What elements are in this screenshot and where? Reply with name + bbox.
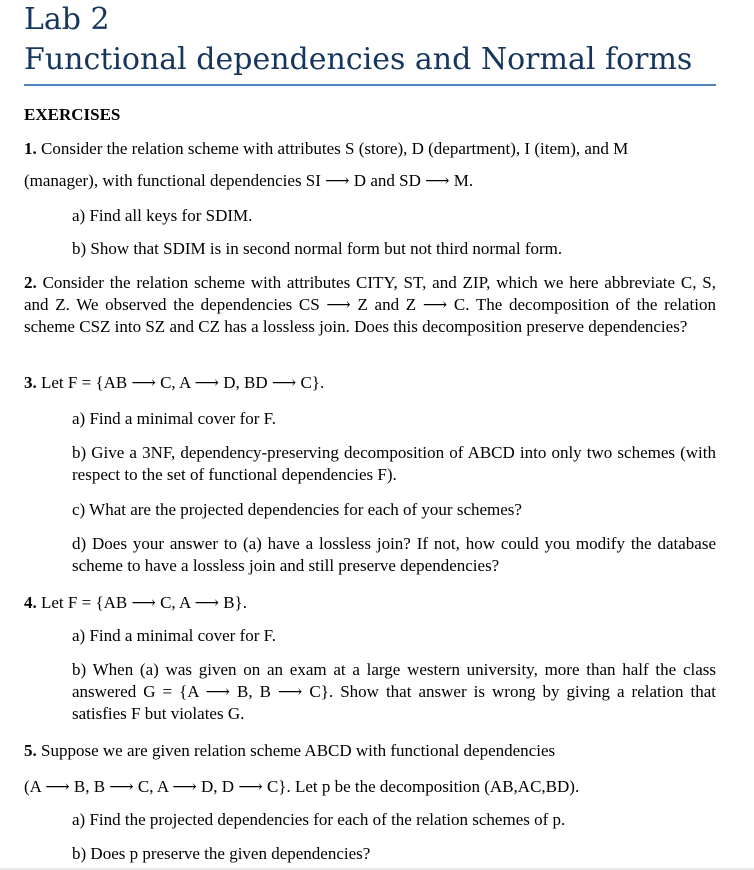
q5-text-line1: Suppose we are given relation scheme ABCD with functional dependencies xyxy=(41,741,556,760)
q4-text: Let F = {AB ⟶ C, A ⟶ B}. xyxy=(41,593,247,612)
q1-part-a: a) Find all keys for SDIM. xyxy=(72,206,253,225)
q3-part-c: c) What are the projected dependencies for each of your schemes? xyxy=(72,500,522,519)
doc-title-line2: Functional dependencies and Normal forms xyxy=(24,42,693,77)
q4-part-a: a) Find a minimal cover for F. xyxy=(72,626,277,645)
q5-part-a: a) Find the projected dependencies for each of the relation schemes of p. xyxy=(72,810,566,829)
q4-number: 4. xyxy=(24,593,37,612)
q3-part-a: a) Find a minimal cover for F. xyxy=(72,409,277,428)
q5-number: 5. xyxy=(24,741,37,760)
q4-line xyxy=(24,592,716,614)
q2-text: Consider the relation scheme with attributes CITY, ST, and ZIP, which we here abbreviate C, S, and Z. We observed the dependencies CS ⟶ Z and Z ⟶ C. The decomposition of the relation scheme CSZ into SZ and CZ has a lossless join. Does this decomposition preserve dependencies? xyxy=(24,273,717,336)
title-divider xyxy=(24,84,716,86)
q2-paragraph xyxy=(24,272,716,338)
q1-line2: (manager), with functional dependencies SI ⟶ D and SD ⟶ M. xyxy=(24,171,474,190)
q5-part-b: b) Does p preserve the given dependencies? xyxy=(72,844,371,863)
q1-number: 1. xyxy=(24,139,37,158)
q5-line1 xyxy=(24,740,716,762)
q2-number: 2. xyxy=(24,273,37,292)
doc-title-line1: Lab 2 xyxy=(24,2,110,37)
q1-line1 xyxy=(24,138,716,160)
q1-text-line1: Consider the relation scheme with attributes S (store), D (department), I (item), and M xyxy=(41,139,629,158)
q3-number: 3. xyxy=(24,373,37,392)
q3-text: Let F = {AB ⟶ C, A ⟶ D, BD ⟶ C}. xyxy=(41,373,325,392)
q3-line xyxy=(24,372,716,394)
q4-part-b: b) When (a) was given on an exam at a large western university, more than half the class answered G = {A ⟶ B, B ⟶ C}. Show that answer is wrong by giving a relation that satisfies F but violates G. xyxy=(72,660,716,723)
q3-part-d: d) Does your answer to (a) have a lossless join? If not, how could you modify the database scheme to have a lossless join and still preserve dependencies? xyxy=(72,534,716,575)
section-heading: EXERCISES xyxy=(24,105,121,124)
q1-part-b: b) Show that SDIM is in second normal form but not third normal form. xyxy=(72,239,563,258)
q5-line2: (A ⟶ B, B ⟶ C, A ⟶ D, D ⟶ C}. Let p be the decomposition (AB,AC,BD). xyxy=(24,777,580,796)
q3-part-b: b) Give a 3NF, dependency-preserving decomposition of ABCD into only two schemes (with respect to the set of functional dependencies F). xyxy=(72,443,716,484)
